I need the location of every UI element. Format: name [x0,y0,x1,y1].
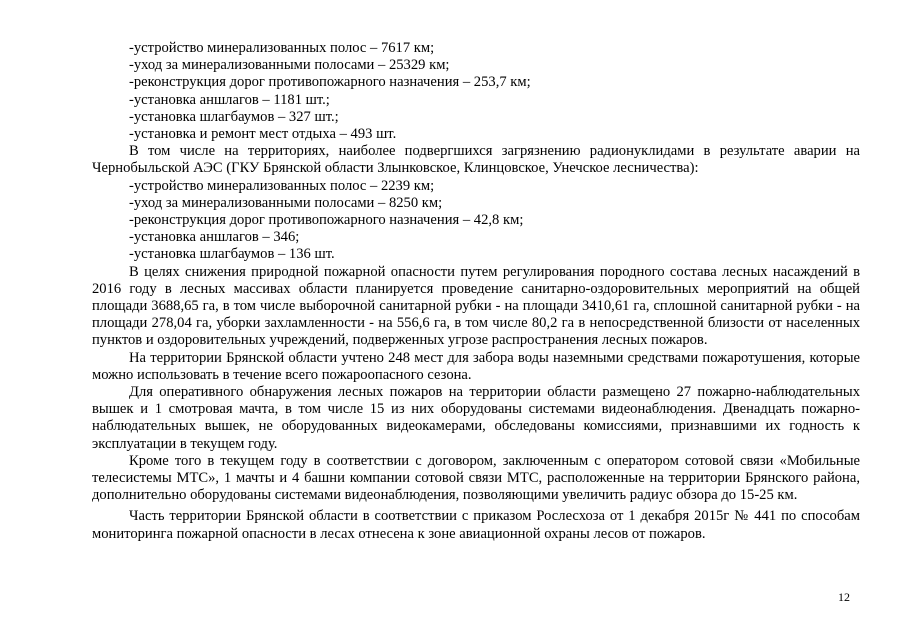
list-item: -установка шлагбаумов – 327 шт.; [129,108,339,125]
paragraph-sanitary-measures: В целях снижения природной пожарной опасности путем регулирования породного состава лесных насаждений в 2016 году в лесных массивах области планируется проведение санитарно-оздоровительных мероприятий на общей площади 3688,65 га, в том числе выборочной санитарной рубки - на площади 3410,61 га, сплошной санитарной рубки - на площади 278,04 га, уборки захламленности - на 556,6 га, в том числе 80,2 га в непосредственной близости от населенных пунктов и оздоровительных учреждений, подверженных угрозе распространения лесных пожаров. [92,263,860,349]
list-item: -установка аншлагов – 1181 шт.; [129,91,330,108]
list-item: -установка и ремонт мест отдыха – 493 шт. [129,126,397,143]
document-body [92,40,860,543]
paragraph-water-sources: На территории Брянской области учтено 248 мест для забора воды наземными средствами пожаротушения, которые можно использовать в течение всего пожароопасного сезона. [92,349,860,383]
paragraph-fire-towers: Для оперативного обнаружения лесных пожаров на территории области размещено 27 пожарно-наблюдательных вышек и 1 смотровая мачта, в том числе 15 из них оборудованы системами видеонаблюдения. Двенадцать пожарно-наблюдательных вышек, не оборудованных видеокамерами, обследованы комиссиями, признавшими их годность к эксплуатации в текущем году. [92,384,860,452]
list-item: -уход за минерализованными полосами – 25329 км; [129,57,450,74]
list-item: -реконструкция дорог противопожарного назначения – 42,8 км; [129,212,524,229]
page-number: 12 [838,590,850,604]
list-item: -уход за минерализованными полосами – 8250 км; [129,194,443,211]
paragraph-chernobyl: В том числе на территориях, наиболее подвергшихся загрязнению радионуклидами в результате аварии на Чернобыльской АЭС (ГКУ Брянской области Злынковское, Клинцовское, Унечское лесничества): [92,143,860,177]
list-item: -устройство минерализованных полос – 2239 км; [129,177,435,194]
list-item: -устройство минерализованных полос – 7617 км; [129,40,435,56]
paragraph-mts-video: Кроме того в текущем году в соответствии с договором, заключенным с оператором сотовой связи «Мобильные телесистемы МТС», 1 мачты и 4 башни компании сотовой связи МТС, расположенные на территории Брянского района, дополнительно оборудованы системами видеонаблюдения, позволяющими увеличить радиус обзора до 15-25 км. [92,452,860,504]
list-item: -установка аншлагов – 346; [129,229,300,246]
list-item: -установка шлагбаумов – 136 шт. [129,246,335,263]
list-item: -реконструкция дорог противопожарного назначения – 253,7 км; [129,74,531,91]
paragraph-aviation-zone: Часть территории Брянской области в соответствии с приказом Рослесхоза от 1 декабря 2015г № 441 по способам мониторинга пожарной опасности в лесах отнесена к зоне авиационной охраны лесов от пожаров. [92,508,860,542]
